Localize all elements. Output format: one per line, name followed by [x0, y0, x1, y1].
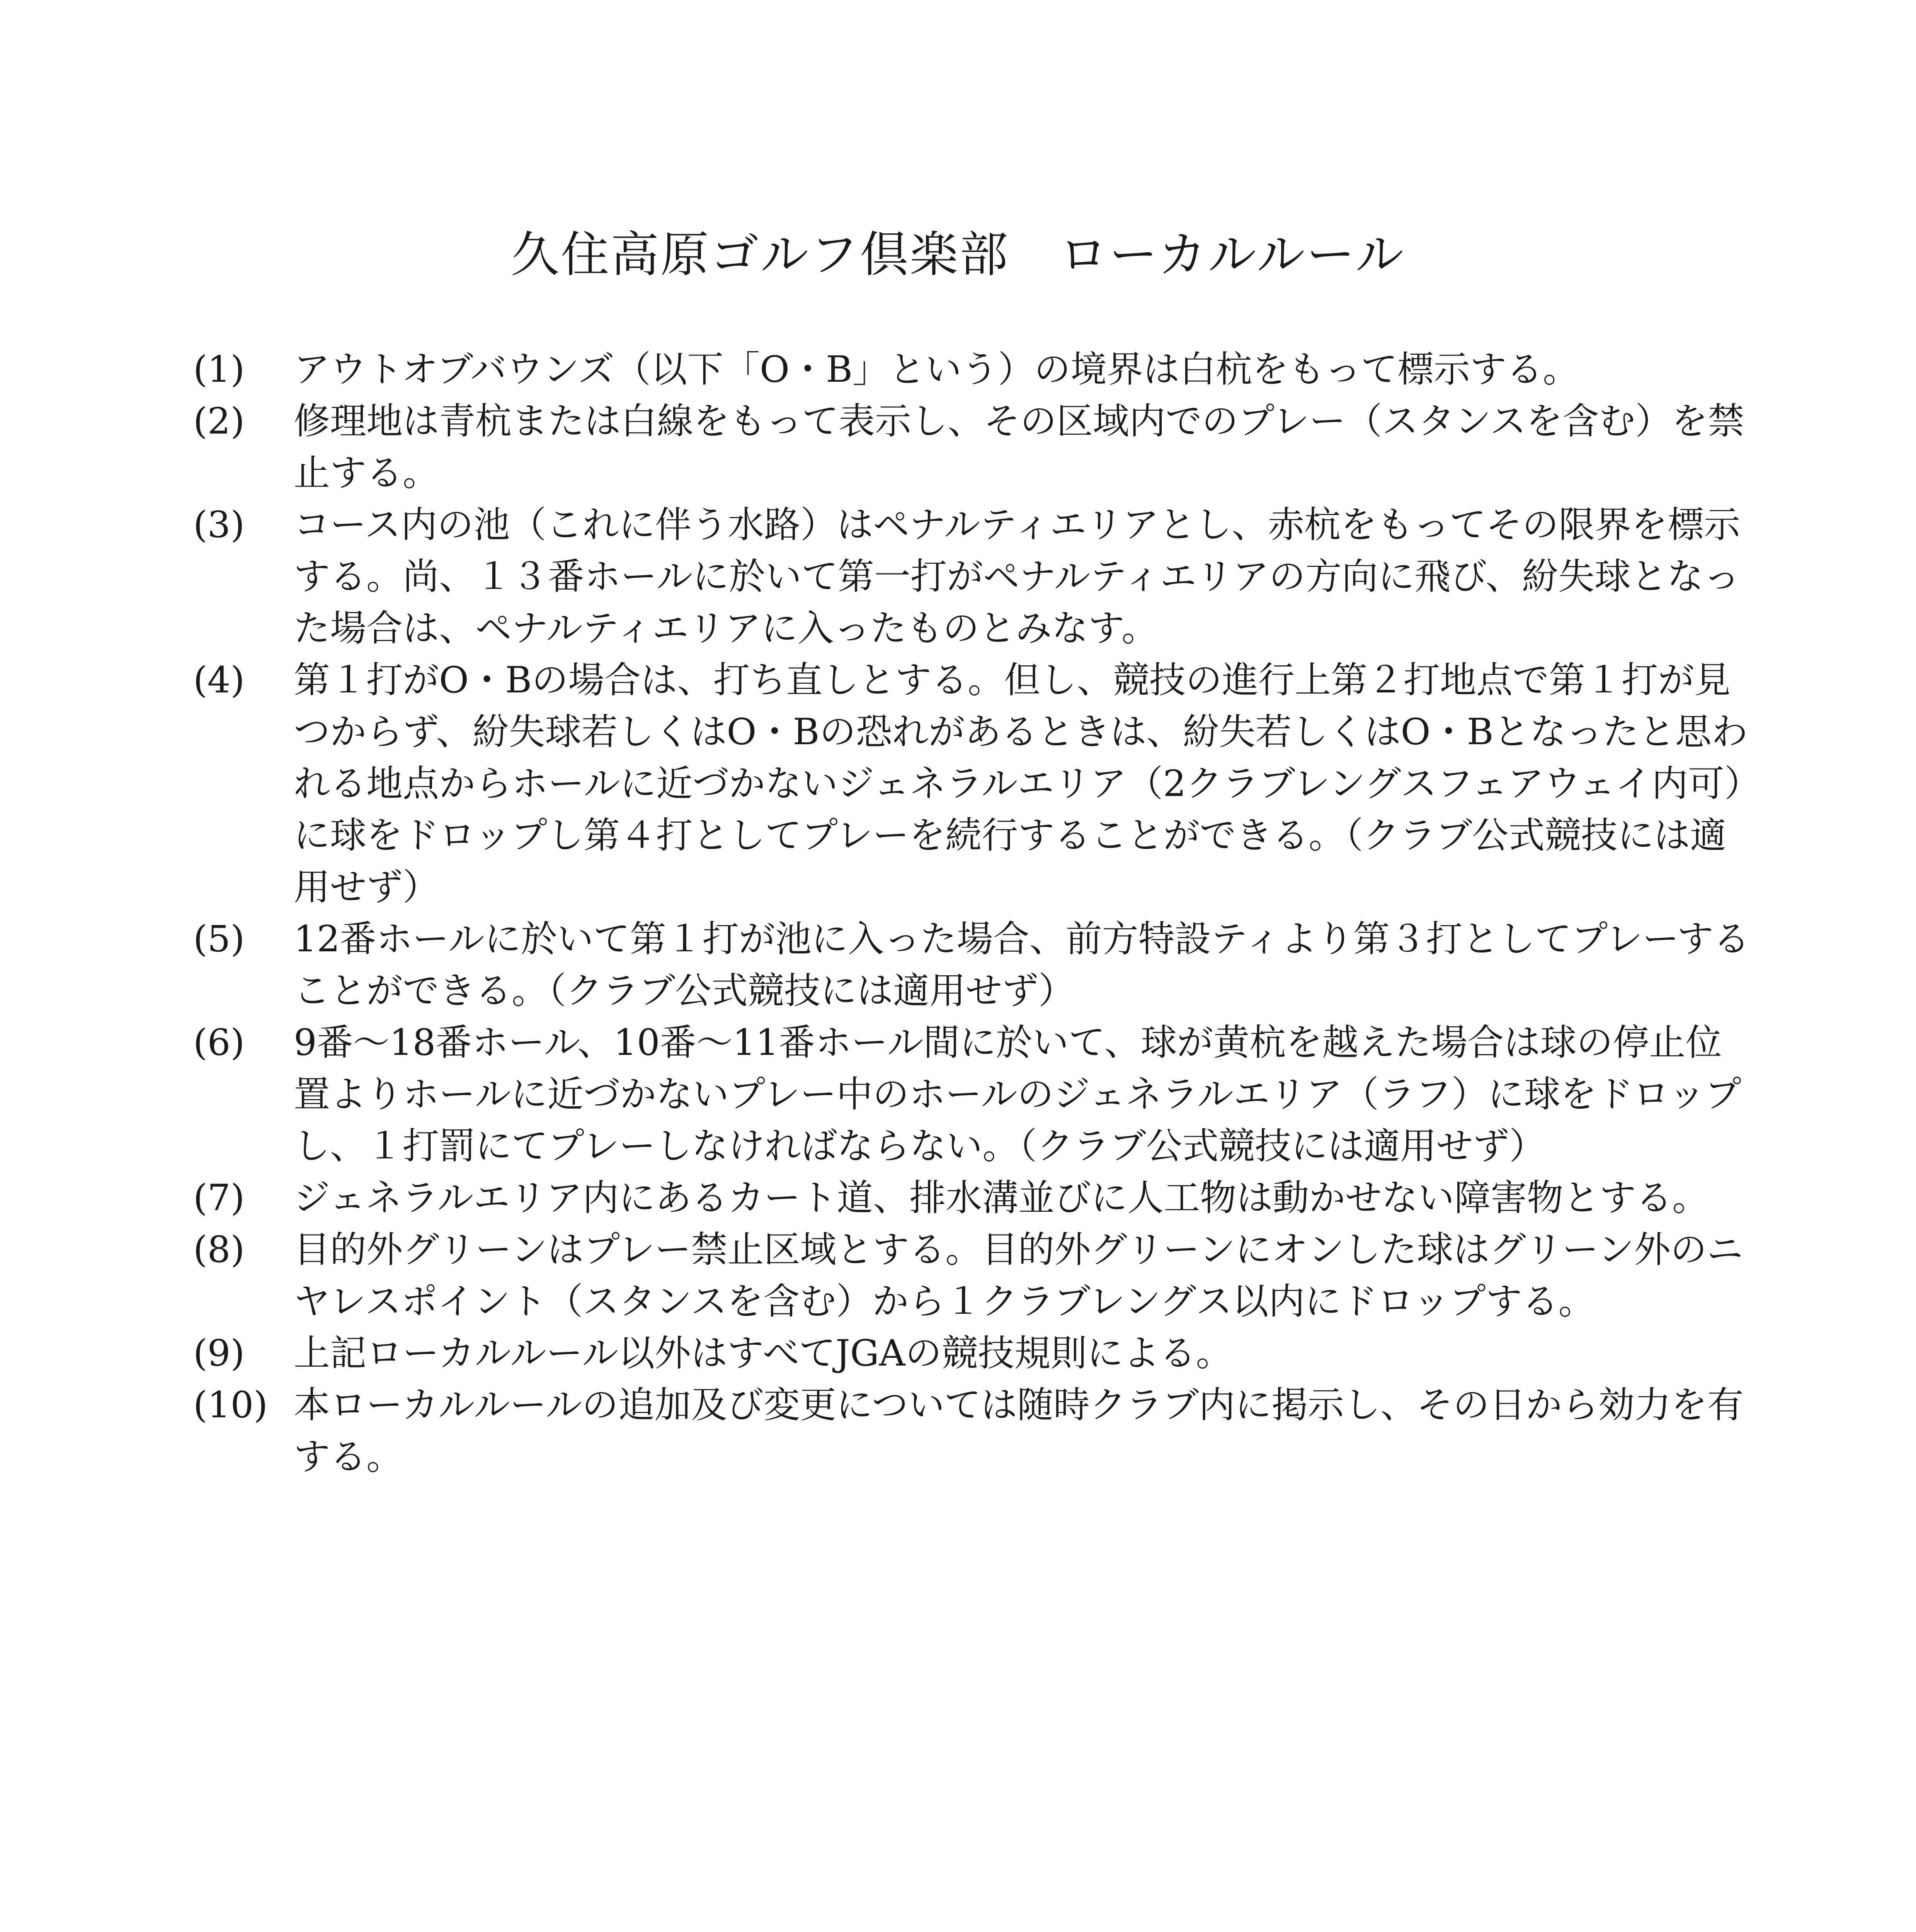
rule-text: アウトオブバウンズ（以下「O・B」という）の境界は白杭をもって標示する。: [294, 349, 1579, 391]
rule-item-3: [193, 499, 1754, 655]
rule-item-2: [193, 396, 1754, 499]
rule-item-4: [193, 655, 1754, 913]
rule-number: (1): [193, 349, 245, 391]
rule-item-1: [193, 344, 1754, 396]
rule-item-5: [193, 913, 1754, 1017]
rule-number: (6): [193, 1022, 245, 1064]
rule-number: (5): [193, 918, 245, 960]
rule-item-9: [193, 1328, 1754, 1379]
rule-text: ジェネラルエリア内にあるカート道、排水溝並びに人工物は動かせない障害物とする。: [294, 1177, 1709, 1219]
rule-text: 12番ホールに於いて第１打が池に入った場合、前方特設ティより第３打としてプレーすることができる。（クラブ公式競技には適用せず）: [294, 918, 1750, 1012]
document-title: 久住高原ゴルフ倶楽部 ローカルルール: [511, 227, 1405, 283]
rule-text: コース内の池（これに伴う水路）はペナルティエリアとし、赤杭をもってその限界を標示する。尚、１３番ホールに於いて第一打がペナルティエリアの方向に飛び、紛失球となった場合は、ペナルティエリアに入ったものとみなす。: [294, 504, 1741, 650]
rule-item-10: [193, 1379, 1754, 1483]
rule-text: 修理地は青杭または白線をもって表示し、その区域内でのプレー（スタンスを含む）を禁止する。: [294, 400, 1744, 494]
rule-number: (3): [193, 504, 245, 546]
rule-text: 9番～18番ホール、10番～11番ホール間に於いて、球が黄杭を越えた場合は球の停止位置よりホールに近づかないプレー中のホールのジェネラルエリア（ラフ）に球をドロップし、１打罰にてプレーしなければならない。（クラブ公式競技には適用せず）: [294, 1022, 1741, 1167]
rules-list: [193, 344, 1754, 1483]
rule-number: (9): [193, 1332, 245, 1374]
rule-text: 本ローカルルールの追加及び変更については随時クラブ内に掲示し、その日から効力を有する。: [294, 1384, 1744, 1478]
rule-item-6: [193, 1017, 1754, 1172]
rule-number: (4): [193, 659, 245, 701]
rule-text: 目的外グリーンはプレー禁止区域とする。目的外グリーンにオンした球はグリーン外のニヤレスポイント（スタンスを含む）から１クラブレングス以内にドロップする。: [294, 1229, 1743, 1323]
rule-number: (8): [193, 1229, 245, 1271]
rule-item-7: [193, 1172, 1754, 1224]
rule-number: (2): [193, 400, 245, 442]
rule-text: 第１打がO・Bの場合は、打ち直しとする。但し、競技の進行上第２打地点で第１打が見つからず、紛失球若しくはO・Bの恐れがあるときは、紛失若しくはO・Bとなったと思われる地点からホールに近づかないジェネラルエリア（2クラブレングスフェアウェイ内可）に球をドロップし第４打としてプレーを続行することができる。（クラブ公式競技には適用せず）: [294, 659, 1748, 908]
rule-number: (10): [193, 1384, 268, 1426]
rule-text: 上記ローカルルール以外はすべてJGAの競技規則による。: [294, 1332, 1232, 1374]
rule-item-8: [193, 1224, 1754, 1328]
rule-number: (7): [193, 1177, 245, 1219]
